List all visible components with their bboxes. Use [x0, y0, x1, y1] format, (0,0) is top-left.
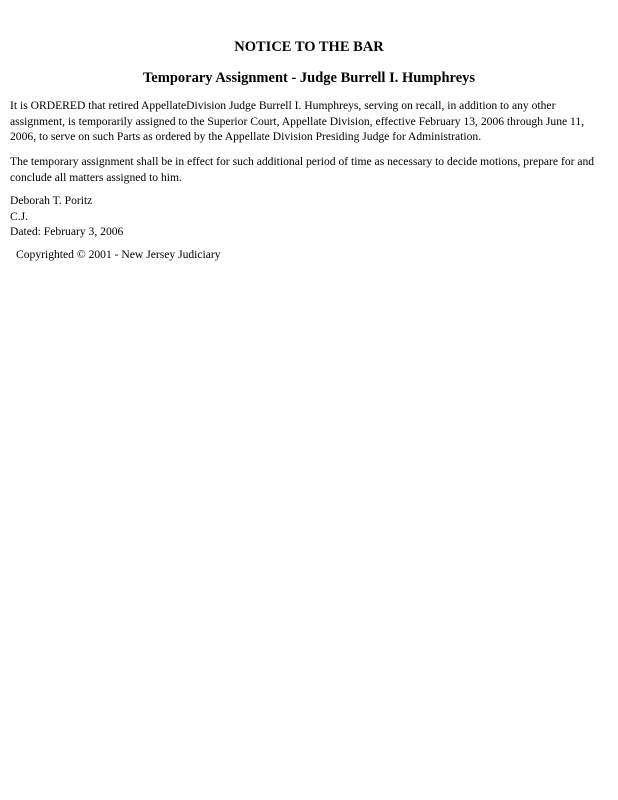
- signature-block: [10, 193, 123, 240]
- page-title: NOTICE TO THE BAR: [234, 39, 384, 55]
- order-paragraph: It is ORDERED that retired AppellateDivision Judge Burrell I. Humphreys, serving on recall, in addition to any other assignment, is temporarily assigned to the Superior Court, Appellate Division, effective February 13, 2006 through June 11, 2006, to serve on such Parts as ordered by the Appellate Division Presiding Judge for Administration.: [10, 99, 585, 143]
- signature-date: Dated: February 3, 2006: [10, 225, 124, 238]
- page-subtitle: Temporary Assignment - Judge Burrell I. Humphreys: [142, 70, 476, 86]
- signatory-name: Deborah T. Poritz: [10, 194, 93, 207]
- term-paragraph: The temporary assignment shall be in effect for such additional period of time as necessary to decide motions, prepare for and conclude all matters assigned to him.: [10, 155, 595, 184]
- copyright-notice: Copyrighted © 2001 - New Jersey Judiciary: [16, 248, 221, 261]
- signatory-title: C.J.: [10, 209, 29, 223]
